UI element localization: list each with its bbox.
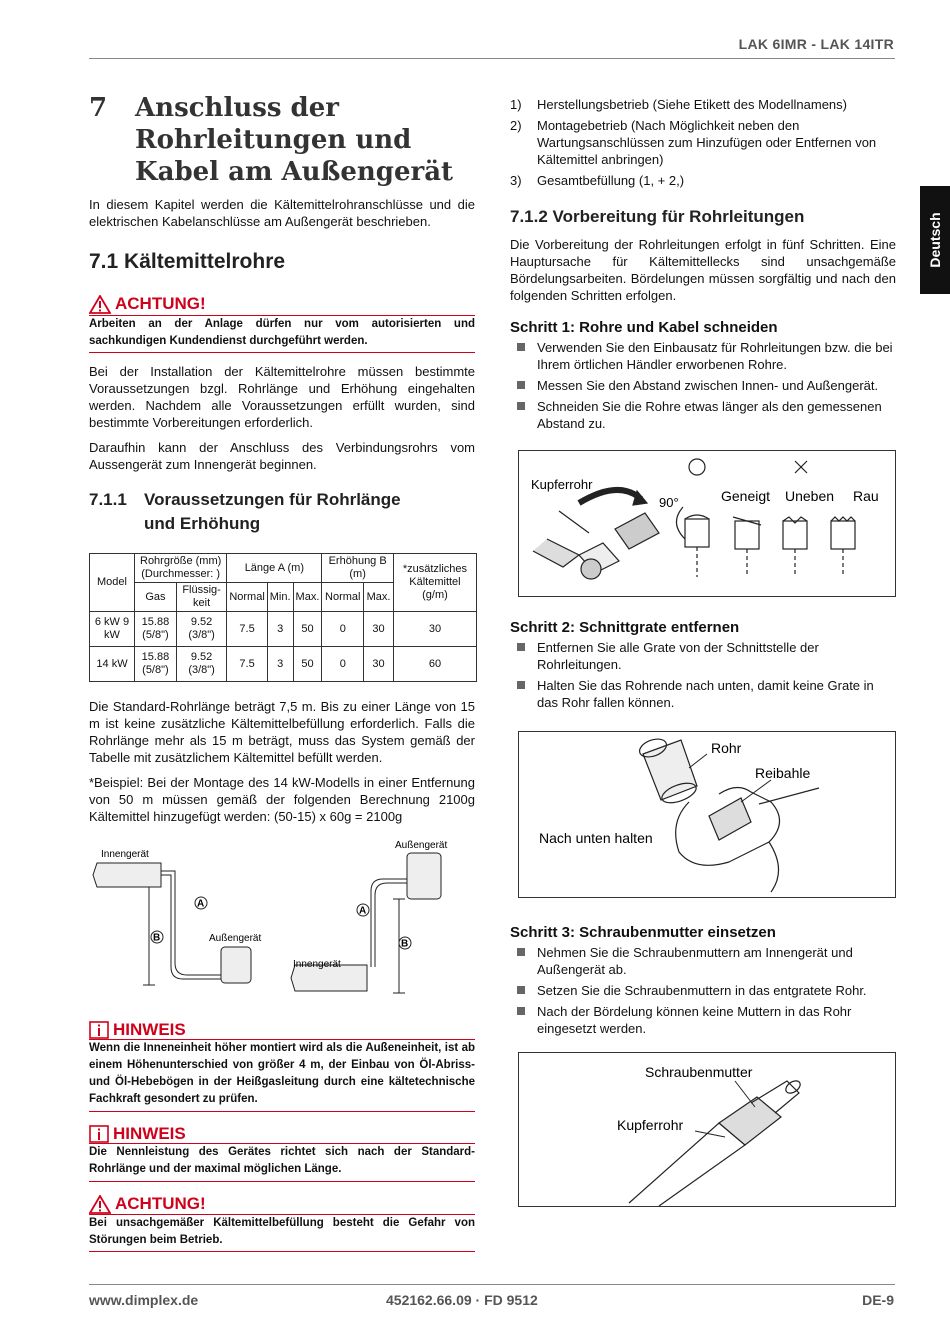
table-cell: 6 kW 9 kW — [90, 612, 135, 647]
table-header: Max. — [364, 583, 394, 612]
bullet-list — [510, 639, 896, 715]
table-row — [90, 612, 477, 647]
document-header: LAK 6IMR - LAK 14ITR — [738, 36, 894, 52]
installation-diagram-drawing — [89, 835, 477, 1010]
language-tab — [920, 186, 950, 294]
label-rau: Rau — [853, 488, 879, 504]
warning-triangle-icon — [89, 1195, 111, 1214]
warning-heading — [89, 294, 475, 314]
table-cell: 7.5 — [227, 647, 267, 682]
label-90-degrees: 90° — [659, 495, 679, 510]
chapter-title-line-2: Rohrleitungen und — [135, 125, 412, 155]
list-number: 1) — [510, 97, 522, 112]
label-uneben: Uneben — [785, 488, 835, 504]
table-header: Min. — [267, 583, 293, 612]
bullet-icon — [517, 343, 525, 351]
chapter-number: 7 — [89, 93, 108, 123]
list-text: Montagebetrieb (Nach Möglichkeit neben den Wartungsanschlüssen zum Hinzufügen oder Entfernen von Kältemittel anbringen) — [537, 118, 877, 167]
table-header: Erhöhung B (m) — [322, 554, 394, 583]
chapter-title-line-3: Kabel am Außengerät — [135, 157, 454, 187]
diagram-marker-a: A — [359, 905, 367, 917]
bullet-icon — [517, 643, 525, 651]
info-icon — [89, 1125, 109, 1143]
table-cell: 3 — [267, 612, 293, 647]
list-text: Schneiden Sie die Rohre etwas länger als den gemessenen Abstand zu. — [537, 399, 882, 431]
list-text: Entfernen Sie alle Grate von der Schnittstelle der Rohrleitungen. — [537, 640, 819, 672]
list-item — [510, 377, 896, 394]
warning-text: Arbeiten an der Anlage dürfen nur vom autorisierten und sachkundigen Kundendienst durchgeführt werden. — [89, 318, 475, 347]
table-header: Gas — [135, 583, 177, 612]
warning-rule — [89, 352, 475, 353]
note-heading — [89, 1020, 475, 1040]
label-geneigt: Geneigt — [721, 488, 771, 504]
list-item — [510, 1003, 896, 1037]
footer-page-number: DE-9 — [862, 1292, 894, 1308]
table-header: Länge A (m) — [227, 554, 322, 583]
table-header: Max. — [293, 583, 322, 612]
flare-nut-figure — [518, 1052, 896, 1207]
bullet-list — [510, 944, 896, 1041]
subsection-title-line-2: und Erhöhung — [144, 514, 261, 533]
table-cell: 50 — [293, 612, 322, 647]
diagram-label-indoor: Innengerät — [101, 849, 149, 860]
table-cell: 15.88 (5/8") — [135, 647, 177, 682]
installation-diagram — [89, 835, 477, 1010]
note-title: HINWEIS — [113, 1020, 186, 1039]
language-tab-label: Deutsch — [927, 212, 943, 268]
header-divider — [89, 58, 895, 59]
footer-divider — [89, 1284, 895, 1285]
note-text: Wenn die Inneneinheit höher montiert wird als die Außeneinheit, ist ab einem Höhenunterschied von größer 4 m, der Einbau von Öl-Abriss- und Öl-Hebebögen in der Heißgasleitung durch eine kältetechnische Fachkraft gesondert zu prüfen. — [89, 1042, 475, 1105]
step-3-title: Schritt 3: Schraubenmutter einsetzen — [510, 924, 776, 941]
bullet-icon — [517, 402, 525, 410]
bullet-icon — [517, 986, 525, 994]
flare-nut-drawing — [519, 1053, 895, 1206]
subsection-title-line-1: Voraussetzungen für Rohrlänge — [144, 490, 401, 509]
step-2-title: Schritt 2: Schnittgrate entfernen — [510, 619, 740, 636]
table-cell: 15.88 (5/8") — [135, 612, 177, 647]
note-title: HINWEIS — [113, 1124, 186, 1143]
list-number: 2) — [510, 118, 522, 133]
warning-title: ACHTUNG! — [115, 294, 206, 313]
note-rule — [89, 1181, 475, 1182]
table-cell: 14 kW — [90, 647, 135, 682]
label-schraubenmutter: Schraubenmutter — [645, 1064, 753, 1080]
table-cell: 0 — [322, 612, 364, 647]
warning-rule — [89, 1251, 475, 1252]
chapter-intro: In diesem Kapitel werden die Kältemittelrohranschlüsse und die elektrischen Kabelanschlüsse am Außengerät beschrieben. — [89, 197, 475, 229]
warning-title: ACHTUNG! — [115, 1194, 206, 1213]
list-item — [510, 339, 896, 373]
table-cell: 9.52 (3/8") — [176, 612, 226, 647]
table-cell: 0 — [322, 647, 364, 682]
table-cell: 3 — [267, 647, 293, 682]
step-1-title: Schritt 1: Rohre und Kabel schneiden — [510, 319, 778, 336]
list-item — [510, 96, 896, 113]
label-kupferrohr: Kupferrohr — [531, 477, 593, 492]
warning-heading — [89, 1194, 475, 1214]
diagram-marker-b: B — [401, 938, 409, 950]
paragraph: Bei der Installation der Kältemittelrohre müssen bestimmte Voraussetzungen bzgl. Rohrlänge und Erhöhung eingehalten werden. Nachdem alle Voraussetzungen erfüllt wurden, sind bestimmte Vorbereitungen erforderlich. — [89, 364, 475, 430]
list-item — [510, 677, 896, 711]
list-item — [510, 398, 896, 432]
subsection-number: 7.1.1 — [89, 490, 127, 509]
list-number: 3) — [510, 173, 522, 188]
pipe-cutting-drawing — [519, 451, 895, 596]
bullet-icon — [517, 948, 525, 956]
list-item — [510, 117, 896, 168]
table-header: Normal — [322, 583, 364, 612]
table-header: Rohrgröße (mm) (Durchmesser: ) — [135, 554, 227, 583]
list-text: Messen Sie den Abstand zwischen Innen- und Außengerät. — [537, 378, 879, 393]
list-text: Herstellungsbetrieb (Siehe Etikett des Modellnamens) — [537, 97, 847, 112]
info-icon — [89, 1021, 109, 1039]
chapter-title-line-1: Anschluss der — [135, 93, 339, 123]
diagram-marker-b: B — [153, 932, 161, 944]
diagram-label-outdoor: Außengerät — [395, 840, 448, 851]
diagram-marker-a: A — [197, 898, 205, 910]
paragraph: Die Standard-Rohrlänge beträgt 7,5 m. Bis zu einer Länge von 15 m ist keine zusätzliche Kältemittelbefüllung erforderlich. Falls die Rohrlänge mehr als 15 m beträgt, muss das System gemäß der Tabelle mit zusätzlichem Kältemittel befüllt werden. — [89, 699, 475, 765]
footer-website: www.dimplex.de — [89, 1292, 199, 1308]
table-cell: 30 — [393, 612, 476, 647]
subsection-title-7-1-2: 7.1.2 Vorbereitung für Rohrleitungen — [510, 207, 805, 226]
pipe-requirements-table — [89, 553, 477, 682]
footer-docnum: 452162.66.09 · FD 9512 — [386, 1292, 538, 1308]
bullet-icon — [517, 681, 525, 689]
table-header: Normal — [227, 583, 267, 612]
table-cell: 9.52 (3/8") — [176, 647, 226, 682]
deburring-figure — [518, 731, 896, 898]
table-header: Model — [90, 554, 135, 612]
paragraph: *Beispiel: Bei der Montage des 14 kW-Modells in einer Entfernung von 50 m müssen gemäß der folgenden Berechnung 2100g Kältemittel hinzugefügt werden: (50-15) x 60g = 2100g — [89, 775, 475, 824]
list-item — [510, 982, 896, 999]
table-cell: 30 — [364, 647, 394, 682]
table-cell: 50 — [293, 647, 322, 682]
note-rule — [89, 1111, 475, 1112]
chapter-title — [89, 92, 475, 188]
paragraph: Die Vorbereitung der Rohrleitungen erfolgt in fünf Schritten. Eine Hauptursache für Kältemittellecks sind unsachgemäße Bördelungsarbeiten. Bördelungen müssen sorgfältig und nach den folgenden Schritten erfolgen. — [510, 237, 896, 303]
list-text: Halten Sie das Rohrende nach unten, damit keine Grate in das Rohr fallen können. — [537, 678, 874, 710]
note-text: Die Nennleistung des Gerätes richtet sich nach der Standard-Rohrlänge und der maximal möglichen Länge. — [89, 1146, 475, 1175]
bullet-icon — [517, 1007, 525, 1015]
bullet-icon — [517, 381, 525, 389]
warning-triangle-icon — [89, 295, 111, 314]
deburring-drawing — [519, 732, 895, 897]
list-item — [510, 172, 896, 189]
table-header: *zusätzliches Kältemittel (g/m) — [393, 554, 476, 612]
table-cell: 60 — [393, 647, 476, 682]
bullet-list — [510, 339, 896, 436]
table-row — [90, 647, 477, 682]
numbered-list — [510, 96, 896, 193]
warning-text: Bei unsachgemäßer Kältemittelbefüllung besteht die Gefahr von Störungen beim Betrieb. — [89, 1217, 475, 1246]
diagram-label-indoor: Innengerät — [293, 959, 341, 970]
pipe-cutting-figure — [518, 450, 896, 597]
diagram-label-outdoor: Außengerät — [209, 933, 262, 944]
label-kupferrohr: Kupferrohr — [617, 1117, 684, 1133]
list-text: Nach der Bördelung können keine Muttern in das Rohr eingesetzt werden. — [537, 1004, 852, 1036]
table-cell: 7.5 — [227, 612, 267, 647]
list-text: Gesamtbefüllung (1, + 2,) — [537, 173, 685, 188]
label-nach-unten-halten: Nach unten halten — [539, 830, 653, 846]
section-title-7-1: 7.1 Kältemittelrohre — [89, 250, 286, 273]
paragraph: Daraufhin kann der Anschluss des Verbindungsrohrs vom Aussengerät zum Innengerät beginnen. — [89, 440, 475, 472]
list-item — [510, 639, 896, 673]
table-cell: 30 — [364, 612, 394, 647]
note-heading — [89, 1124, 475, 1144]
list-text: Setzen Sie die Schraubenmuttern in das entgratete Rohr. — [537, 983, 867, 998]
label-reibahle: Reibahle — [755, 765, 811, 781]
list-item — [510, 944, 896, 978]
list-text: Verwenden Sie den Einbausatz für Rohrleitungen bzw. die bei Ihrem örtlichen Händler erworbenen Rohre. — [537, 340, 893, 372]
list-text: Nehmen Sie die Schraubenmuttern am Innengerät und Außengerät ab. — [537, 945, 853, 977]
label-rohr: Rohr — [711, 740, 742, 756]
table-header: Flüssig-keit — [176, 583, 226, 612]
